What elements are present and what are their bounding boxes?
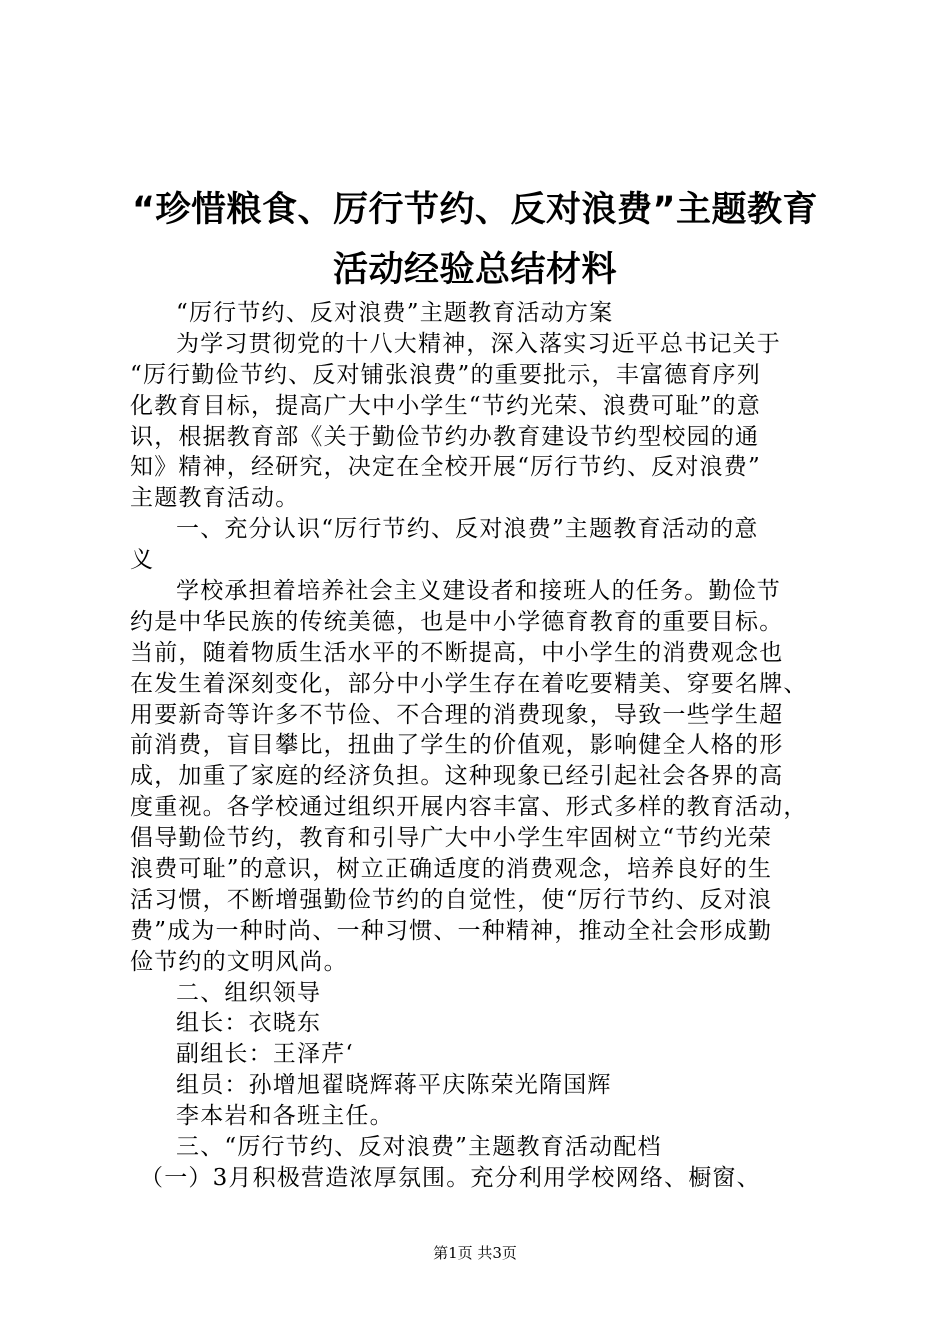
body-line: 在发生着深刻变化，部分中小学生存在着吃要精美、穿要名牌、 [130, 670, 808, 697]
document-title-line-2: 活动经验总结材料 [332, 250, 617, 290]
section-heading-line: 三、“厉行节约、反对浪费”主题教育活动配档 [176, 1134, 662, 1161]
body-line: 副组长：王泽芹‘ [176, 1041, 354, 1068]
body-line: 用要新奇等许多不节俭、不合理的消费现象，导致一些学生超 [130, 701, 784, 728]
body-line: “厉行节约、反对浪费”主题教育活动方案 [176, 300, 614, 326]
body-line: 识，根据教育部《关于勤俭节约办教育建设节约型校园的通 [130, 423, 760, 450]
body-line: 当前，随着物质生活水平的不断提高，中小学生的消费观念也 [130, 639, 784, 666]
section-heading-line: 义 [130, 547, 155, 574]
body-line: 组员：孙增旭翟晓辉蒋平庆陈荣光隋国辉 [176, 1072, 612, 1099]
body-line: 费”成为一种时尚、一种习惯、一种精神，推动全社会形成勤 [130, 917, 773, 944]
document-title-line-1: “珍惜粮食、厉行节约、反对浪费”主题教育 [131, 190, 818, 230]
body-line: 度重视。各学校通过组织开展内容丰富、形式多样的教育活动， [130, 794, 808, 821]
document-body [130, 298, 842, 1194]
page-number-footer: 第1页 共3页 [433, 1244, 517, 1262]
body-line: 组长：衣晓东 [176, 1010, 322, 1037]
body-line: 成，加重了家庭的经济负担。这种现象已经引起社会各界的高 [130, 763, 784, 790]
body-line: 为学习贯彻党的十八大精神，深入落实习近平总书记关于 [176, 330, 781, 357]
body-line: 前消费，盲目攀比，扭曲了学生的价值观，影响健全人格的形 [130, 732, 784, 759]
section-heading-line: 二、组织领导 [176, 979, 322, 1006]
body-line: “厉行勤俭节约、反对铺张浪费”的重要批示，丰富德育序列 [130, 361, 761, 388]
body-line: 知》精神，经研究，决定在全校开展“厉行节约、反对浪费” [130, 454, 761, 481]
body-line: 约是中华民族的传统美德，也是中小学德育教育的重要目标。 [130, 608, 784, 635]
section-heading-line: 一、充分认识“厉行节约、反对浪费”主题教育活动的意 [176, 516, 759, 543]
body-line: 学校承担着培养社会主义建设者和接班人的任务。勤俭节 [176, 578, 781, 605]
body-line: 活习惯，不断增强勤俭节约的自觉性，使“厉行节约、反对浪 [130, 886, 773, 913]
body-line: 李本岩和各班主任。 [176, 1103, 394, 1130]
body-line: 俭节约的文明风尚。 [130, 948, 348, 975]
body-line: 主题教育活动。 [130, 485, 300, 512]
body-line: 化教育目标，提高广大中小学生“节约光荣、浪费可耻”的意 [130, 392, 761, 419]
body-line: （一）3月积极营造浓厚氛围。充分利用学校网络、橱窗、 [140, 1164, 761, 1191]
body-line: 浪费可耻”的意识，树立正确适度的消费观念，培养良好的生 [130, 856, 773, 883]
body-line: 倡导勤俭节约，教育和引导广大中小学生牢固树立“节约光荣 [130, 825, 773, 852]
